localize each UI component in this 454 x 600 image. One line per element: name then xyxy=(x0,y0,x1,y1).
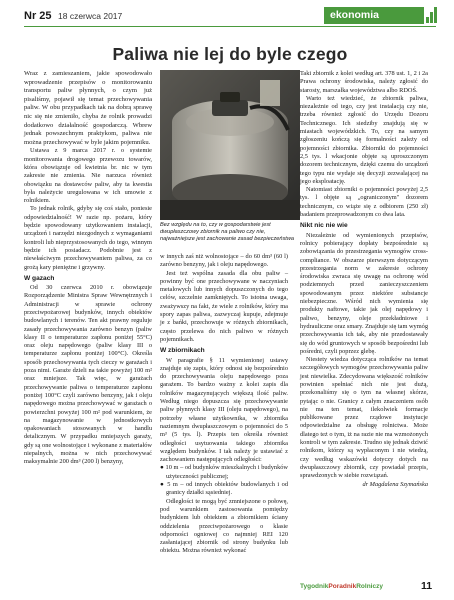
article-title: Paliwa nie lej do byle czego xyxy=(112,44,348,64)
page-number: 11 xyxy=(421,580,433,592)
subheading: Nikt nic nie wie xyxy=(300,222,348,230)
brand-part: Poradnik xyxy=(328,583,357,590)
column-2 xyxy=(160,253,288,556)
article-lead: Wraz z zamieszaniem, jakie spowodowało wprowadzenie przepisów o monitorowaniu transportu paliw płynnych, o czym już pisaliśmy, pojawił się temat przechowywania paliw. W obu przypadkach tak na dobrą sprawę nic się nie zmieniło, chyba że rolnik prowadzi dodatkowo działalność gospodarczą. Wbrew jednak powszechnym praktykom, paliwa nie można przechowywać w byle jakim pojemniku. xyxy=(24,70,152,146)
list-item: ● 5 m – od innych obiektów budowlanych i od granicy działki sąsiedniej. xyxy=(160,481,288,497)
paragraph: W paragrafie § 11 wymienionej ustawy znajduje się zapis, który odnosi się bezpośrednio do przechowywania oleju napędowego poza garażem. To bardzo ważny z kolei zapis dla rolników magazynujących większą ilość paliw. Według niego dopuszcza się przechowywanie paliw płynnych klasy III (oleju napędowego), na potrzeby własne użytkownika, w zbiornika naziemnym dwupłaszczowym o pojemności do 5 m³ (5 tys. l). Przepis ten określa również odległości usytuowania takiego zbiornika względem budynków. I tak należy je ustawiać z zachowaniem następujących odległości: xyxy=(160,356,288,464)
paragraph: Taki zbiornik z kolei według art. 378 ust. 1, 2 i 2a Prawa ochrony środowiska, należy zgłosić do starosty, marszałka województwa albo RDOŚ. xyxy=(300,70,428,94)
bars-logo-icon xyxy=(426,7,438,23)
publication-brand xyxy=(300,583,383,590)
paragraph: Niezależnie od wymienionych przepisów, rolnicy pobierający dopłaty bezpośrednie są zobowiązania do przestrzegania wymogów cross-compliance. W obszarze pierwszym dotyczącym przestrzegania norm w zakresie ochrony środowiska zwraca się uwagę na ochronę wód podziemnych przed zanieczyszczeniem spowodowanym przez niektóre substancje niebezpieczne. Wśród nich wymienia się produkty naftowe, takie jak olej napędowy i paliwo, benzyny, oleje przekładniowe i hydrauliczne oraz smary. Znajduje się tam wymóg przechowywania ich tak, aby nie przedostawały się do wód gruntowych w sposób bezpośredni lub pośredni, czyli poprzez glebę. xyxy=(300,231,429,355)
paragraph: Jest też wspólna zasada dla obu paliw – powinny być one przechowywane w naczyniach metalowych lub innych dopuszczonych do tego celów, szczelnie zamkniętych. To istotna uwaga, zważywszy na fakt, że wiele z rolników, który ma spory zapas paliwa, zazwyczaj kupuje, zdejmuje je z bańki, przechowuje w różnych zbiornikach, często przelewa do nich paliwo w różnych pojemnikach. xyxy=(160,269,288,343)
issue-number: Nr 25 xyxy=(24,10,52,22)
section-label: ekonomia xyxy=(330,9,380,21)
list-item: ● 10 m – od budynków mieszkalnych i budynków użyteczności publicznej; xyxy=(160,464,288,480)
photo-caption: Bez względu na to, czy w gospodarstwie jest dwupłaszczowy zbiornik na paliwo czy nie, najważniejsze jest zachowanie zasad bezpieczeństwa xyxy=(160,222,295,243)
paragraph: Ustawa z 9 marca 2017 r. o systemie monitorowania drogowego przewozu towarów, która obowiązuje od kwietnia br. nic w tym zakresie nie zmienia. Nie narzuca również obowiązku na dostawców paliw, aby ta kwestia była należycie uregulowana w ich umowie z rolnikiem. xyxy=(24,147,152,205)
section-banner xyxy=(324,7,424,24)
brand-part: Tygodnik xyxy=(300,583,329,590)
header-divider xyxy=(24,26,436,27)
article-author: dr Magdalena Szymańska xyxy=(362,480,428,488)
paragraph: Od 30 czerwca 2010 r. obowiązuje Rozporządzenie Ministra Spraw Wewnętrznych i Administracji w sprawie ochrony przeciwpożarowej budynków, innych obiektów budowlanych i terenów. Ten akt prawny reguluje zasady przechowywania zarówno benzyn (paliw klasy II o temperaturze zapłonu poniżej 55°C) oraz oleju napędowego (paliw klasy III o temperaturze zapłonu poniżej 100°C). Określa sposób przechowywania tych cieczy w garażach i poza nimi. Garaże dzieli na takie powyżej 100 m² oraz mniejsze. Tak więc, w garażach przechowywanie paliwa o temperaturze zapłonu poniżej 100°C czyli zarówno benzyny, jak i oleju napędowego można przechowywać w garażach o powierzchni powyżej 100 m² pod warunkiem, że na magazynowanie w jednostkowych opakowaniach stosowanych w handlu detalicznym. W przypadku mniejszych garaży, gdy są one wolnostojące i wykonane z materiałów niepalnych, można w nich przechowywać maksymalnie 200 dm³ (200 l) benzyny, xyxy=(24,284,152,466)
paragraph: Natomiast zbiorniki o pojemności powyżej 2,5 tys. l objęte są „ograniczonym" dozorem technicznym, co wiąże się z odbiorem (250 zł) badaniem przeprowadzonym co dwa lata. xyxy=(300,186,428,219)
subheading: W gazach xyxy=(24,274,55,282)
page-header xyxy=(24,6,436,28)
column-middle xyxy=(300,70,428,489)
distance-list xyxy=(160,464,288,497)
brand-part: Rolniczy xyxy=(356,583,383,590)
paragraph: Odległości te mogą być zmniejszone o połowę, pod warunkiem zastosowania pomiędzy budynkiem lub obiektem a zbiornikiem ściany oddzielenia przeciwpożarowego o klasie odporności ogniowej co najmniej REI 120 zasłaniającej zbiornik od strony budynku lub obiektu. Można również wykonać xyxy=(160,497,288,555)
paragraph: To jednak rolnik, gdyby się coś stało, poniesie odpowiedzialność! W razie np. pożaru, który będzie spowodowany użytkowaniem instalacji, urządzeń i narzędzi niezgodnych z wymaganiami kontroli lub nieprzystosowanych do tego, winnym będzie ich posiadacz. Podobnie jest z niewłaściwym przechowywaniem paliwa, za co grożą kary pieniężne i grzywny. xyxy=(24,205,152,271)
tank-photo xyxy=(160,70,300,220)
issue-date: 18 czerwca 2017 xyxy=(58,11,123,21)
subheading: W zbiornikach xyxy=(160,347,205,355)
fuel-tank-image xyxy=(160,70,300,220)
paragraph: Niestety wiedza dotycząca rolników na temat szczegółowych wymogów przechowywania paliw jest niewielka. Zdecydowana większość rolników powinien spełniać nich nie jest dużą, przekonaliśmy się o tym na własnej skórze, pytając o nie. Granicy z całym znaczeniem osób nie ma ten temat, ilekolwiek formacje publikowane przez rządowe instytucje odpowiedzialne za obsługę rolnictwa. Może dlatego też o tym, iż na razie nie ma wzmożonych kontroli w tym zakresie. Trudno się jednak dziwić rolnikom, którzy są wypłaconym i nie wiedzą, czy według wskazówki dotyczy dotych na dwupłaszczowy zbiornik, czy powiadał przepis, sprawdzonych w siebie rozwiązań. xyxy=(300,356,428,480)
paragraph: w innych zaś niż wolnostojące – do 60 dm³ (60 l) zarówno benzyny, jak i oleju napędowego. xyxy=(160,253,288,269)
paragraph: Warto też wiedzieć, że zbiornik paliwa, niezależnie od tego, czy jest instalacją czy nie, trzeba również zgłosić do Urzędu Dozoru Technicznego. Ich siedziby znajdują się w miastach wojewódzkich. To, czy na samym zgłoszeniu kończą się formalności zależy od pojemności zbiornika. Zbiorniki do pojemności 2,5 tys. l wkacjonie objęte są uproszczonym dozorem technicznym, dzięki czemu do urządzeń tego typu nie wydaje się decyzji zezwalającej na jego eksploatację. xyxy=(300,94,428,185)
column-1 xyxy=(24,70,152,467)
